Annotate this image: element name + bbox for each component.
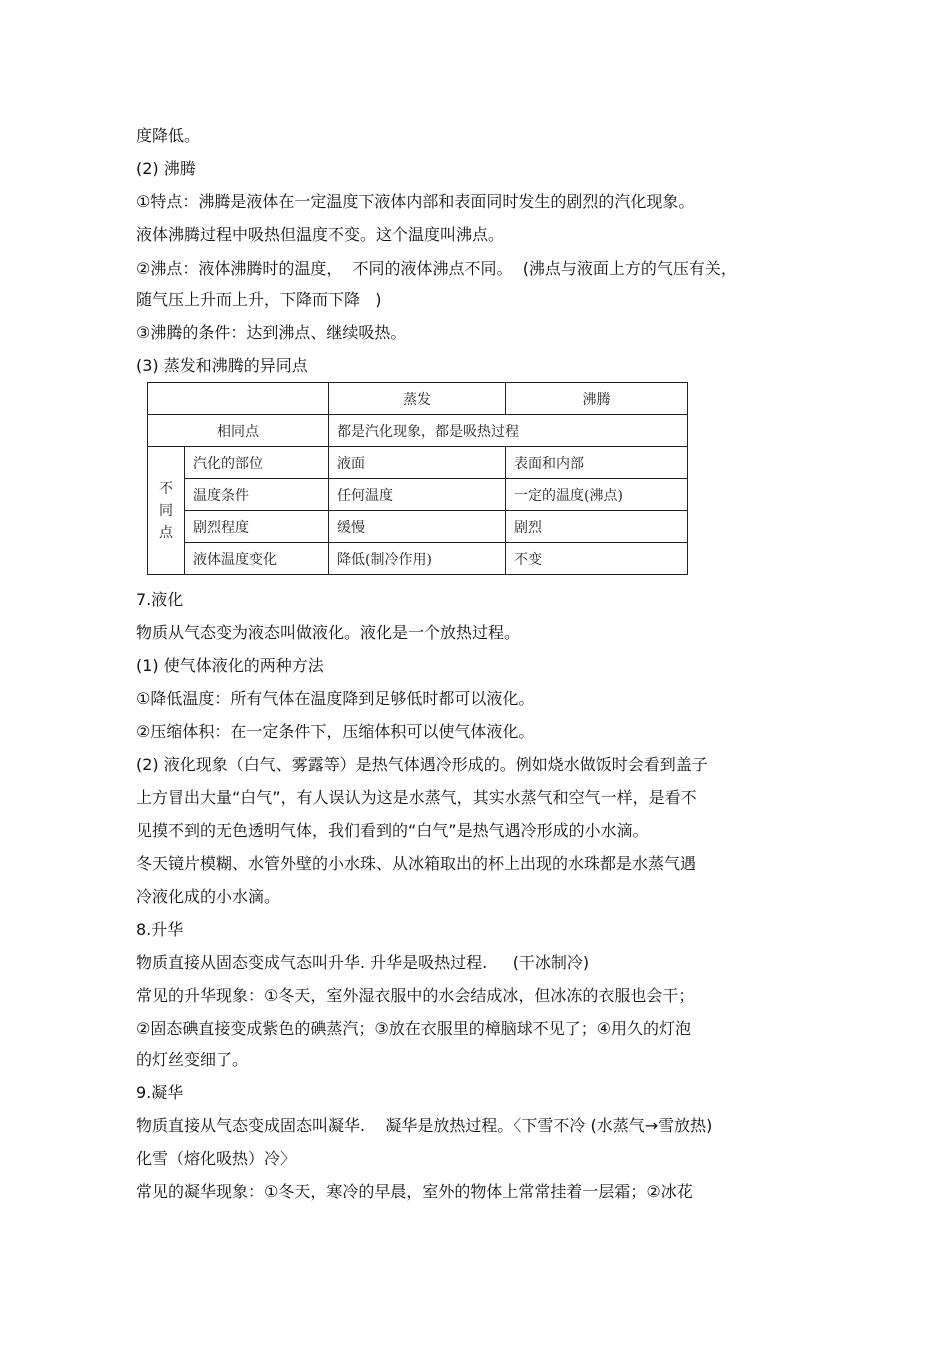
text-line: ②压缩体积：在一定条件下，压缩体积可以使气体液化。 <box>136 722 535 741</box>
section-heading: 9.凝华 <box>136 1083 184 1102</box>
text-line: 上方冒出大量“白气”，有人误认为这是水蒸气，其实水蒸气和空气一样，是看不 <box>136 788 697 807</box>
text-line: 的灯丝变细了。 <box>136 1050 249 1069</box>
section-heading: 8.升华 <box>136 920 184 939</box>
table-cell: 相同点 <box>148 415 329 447</box>
table-header-cell <box>148 383 329 415</box>
text-line: (1) 使气体液化的两种方法 <box>136 656 324 675</box>
table-cell: 表面和内部 <box>506 447 688 479</box>
section-heading: (2) 沸腾 <box>136 159 196 178</box>
comparison-table-figure <box>134 378 694 578</box>
table-cell: 缓慢 <box>329 511 506 543</box>
table-cell: 液体温度变化 <box>185 543 329 575</box>
table-row <box>148 479 688 511</box>
text-line: ②沸点：液体沸腾时的温度， 不同的液体沸点不同。 (沸点与液面上方的气压有关， <box>136 259 737 278</box>
table-row <box>148 511 688 543</box>
table-cell: 都是汽化现象，都是吸热过程 <box>329 415 688 447</box>
text-line: 度降低。 <box>136 126 201 145</box>
text-line: 冬天镜片模糊、水管外壁的小水珠、从冰箱取出的杯上出现的水珠都是水蒸气遇 <box>136 854 697 873</box>
table-cell: 降低(制冷作用) <box>329 543 506 575</box>
text-line: ①特点：沸腾是液体在一定温度下液体内部和表面同时发生的剧烈的汽化现象。 <box>136 192 695 211</box>
text-line: ②固态碘直接变成紫色的碘蒸汽；③放在衣服里的樟脑球不见了；④用久的灯泡 <box>136 1019 692 1038</box>
comparison-table <box>147 382 688 575</box>
text-line: 随气压上升而上升，下降而下降 ) <box>136 290 382 309</box>
text-line: 物质直接从气态变成固态叫凝华. 凝华是放热过程。〈下雪不冷 (水蒸气→雪放热) <box>136 1116 713 1135</box>
text-line: 化雪（熔化吸热）冷〉 <box>136 1149 297 1168</box>
text-line: 常见的凝华现象：①冬天，寒冷的早晨，室外的物体上常常挂着一层霜；②冰花 <box>136 1182 693 1201</box>
table-cell: 一定的温度(沸点) <box>506 479 688 511</box>
table-cell-diff-label: 不 同 点 <box>148 447 185 575</box>
table-cell: 任何温度 <box>329 479 506 511</box>
text-line: 见摸不到的无色透明气体，我们看到的“白气”是热气遇冷形成的小水滴。 <box>136 821 649 840</box>
text-line: ③沸腾的条件：达到沸点、继续吸热。 <box>136 323 407 342</box>
table-cell: 剧烈 <box>506 511 688 543</box>
section-heading: (3) 蒸发和沸腾的异同点 <box>136 356 308 375</box>
text-line: 冷液化成的小水滴。 <box>136 887 281 906</box>
table-cell: 剧烈程度 <box>185 511 329 543</box>
text-line: 常见的升华现象：①冬天，室外湿衣服中的水会结成冰，但冰冻的衣服也会干； <box>136 986 695 1005</box>
section-heading: 7.液化 <box>136 590 184 609</box>
table-header-row <box>148 383 688 415</box>
table-row <box>148 415 688 447</box>
table-row <box>148 447 688 479</box>
table-cell: 温度条件 <box>185 479 329 511</box>
text-line: ①降低温度：所有气体在温度降到足够低时都可以液化。 <box>136 689 535 708</box>
table-cell: 汽化的部位 <box>185 447 329 479</box>
text-line: 物质从气态变为液态叫做液化。液化是一个放热过程。 <box>136 623 521 642</box>
table-row <box>148 543 688 575</box>
text-line: 物质直接从固态变成气态叫升华. 升华是吸热过程. (干冰制冷) <box>136 953 590 972</box>
text-line: 液体沸腾过程中吸热但温度不变。这个温度叫沸点。 <box>136 225 505 244</box>
table-header-cell: 蒸发 <box>329 383 506 415</box>
text-line: (2) 液化现象（白气、雾露等）是热气体遇冷形成的。例如烧水做饭时会看到盖子 <box>136 755 708 774</box>
table-cell: 液面 <box>329 447 506 479</box>
table-cell: 不变 <box>506 543 688 575</box>
table-header-cell: 沸腾 <box>506 383 688 415</box>
